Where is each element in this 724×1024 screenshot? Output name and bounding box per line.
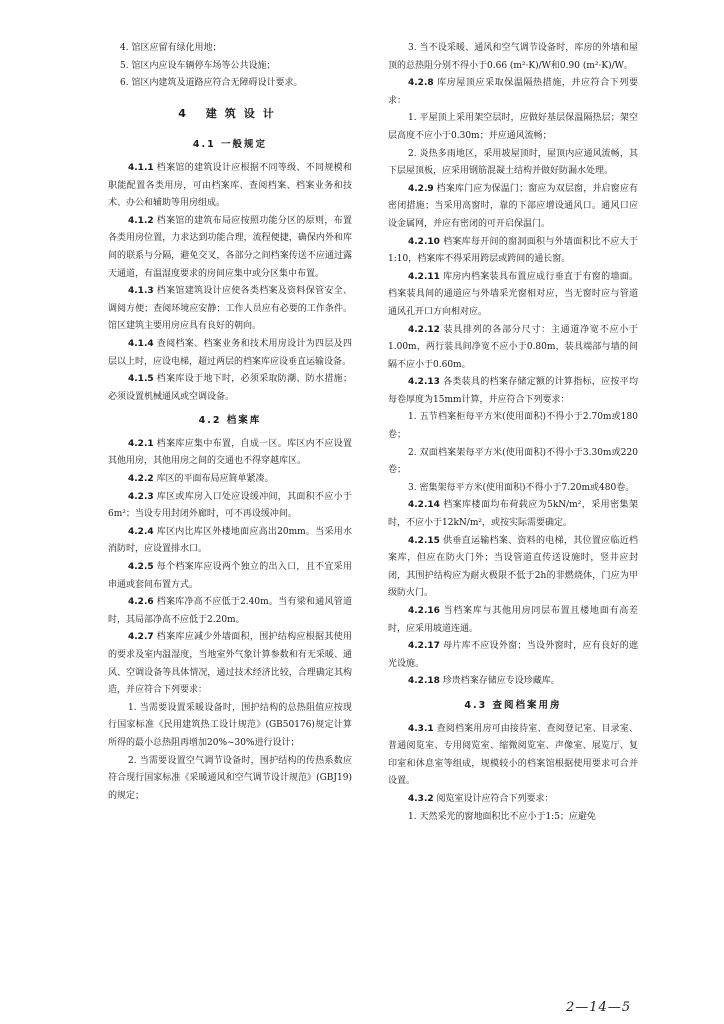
clause-4-3-2 [388,791,638,809]
clause-number: 4.2.4 [128,526,154,537]
list-item: 4. 馆区应留有绿化用地； [120,43,222,53]
list-item: 1. 天然采光的窗地面积比不应小于1:5；应避免 [408,811,596,822]
section-heading-4-2: 4.2 档案库 [198,415,262,427]
clause-text: 库区内比库区外楼地面应高出20mm。当采用水消防时，应设置排水口。 [108,526,352,555]
clause-text: 档案库应集中布置，自成一区。库区内不应设置其他用房，其他用房之间的交通也不得穿越库区。 [108,438,352,467]
clause-number: 4.2.10 [408,236,440,247]
clause-4-1-2 [108,213,352,283]
clause-4-2-4 [108,524,352,559]
clause-number: 4.2.17 [408,641,440,652]
clause-4-1-4 [108,336,352,371]
clause-4-2-18 [388,673,638,691]
clause-number: 4.1.4 [128,338,154,349]
clause-text: 母片库不应设外窗；当设外窗时，应有良好的遮光设施。 [388,641,638,669]
clause-text: 库房内档案装具布置应成行垂直于有窗的墙面。档案装具间的通道应与外墙采光窗相对应，当无窗时应与管道通风孔开口方向相对应。 [388,271,638,317]
clause-text: 库区或库房入口处应设缓冲间，其面积不应小于6m²；当设专用封闭外廊时，可不再设缓冲间。 [108,491,352,520]
clause-text: 档案库门应为保温门；窗应为双层窗，并启窗应有密闭措施；当采用高窗时，靠的下部应增设通风口。通风口应设金属网，并应有密闭的可开启保温门。 [388,183,638,229]
clause-text: 档案馆建筑设计应使各类档案及资料保管安全、调阅方便；查阅环境应安静；工作人员应有必要的工作条件。馆区建筑主要用房应具有良好的朝向。 [108,286,352,332]
clause-4-1-1 [108,160,352,213]
list-item: 1. 五节档案柜每平方米(使用面积)不得小于2.70m或180卷； [388,412,638,441]
clause-4-2-12 [388,322,638,375]
clause-4-2-5 [108,559,352,594]
clause-number: 4.2.7 [128,632,154,643]
section-heading-4-3: 4.3 查阅档案用房 [464,699,562,711]
list-item: 5. 馆区内应设车辆停车场等公共设施； [120,60,276,71]
clause-text: 当档案库与其他用房同层布置且楼地面有高差时，应采用坡道连通。 [388,606,638,634]
clause-text: 各类装具的档案存储定额的计算指标，应按平均每卷厚度为15mm计算，并应符合下列要求： [388,377,638,405]
clause-4-2-10 [388,234,638,269]
list-item: 6. 馆区内建筑及道路应符合无障碍设计要求。 [120,78,303,89]
clause-number: 4.2.9 [408,183,434,194]
list-item: 2. 双面档案架每平方米(使用面积)不得小于3.30m或220卷； [388,447,638,476]
clause-number: 4.1.1 [128,162,154,173]
list-item: 1. 平屋顶上采用架空层时，应做好基层保温隔热层；架空层高度不应小于0.30m；并应通风流畅； [388,113,638,141]
clause-number: 4.2.15 [408,535,440,546]
clause-text: 档案库楼面均布荷载应为5kN/m²，采用密集架时，不应小于12kN/m²，或按实际需要确定。 [388,500,638,529]
clause-number: 4.1.5 [128,374,154,385]
clause-text: 档案库设于地下时，必须采取防潮、防水措施；必须设置机械通风或空调设备。 [108,374,352,402]
clause-text: 档案馆的建筑设计应根据不同等级、不同规模和职能配置各类用房，可由档案库、查阅档案、档案业务和技术、办公和辅助等用房组成。 [108,162,352,209]
clause-text: 每个档案库应设两个独立的出入口，且不宜采用串通或套间布置方式。 [108,562,352,590]
clause-4-3-1 [388,721,638,791]
clause-number: 4.2.3 [128,491,154,502]
clause-number: 4.2.16 [408,606,440,616]
clause-number: 4.2.18 [408,676,440,687]
clause-4-2-17 [388,638,638,673]
section-heading-4-1: 4.1 一般规定 [192,139,268,151]
clause-number: 4.3.1 [408,723,434,734]
clause-number: 4.1.2 [128,215,154,226]
clause-number: 4.3.2 [408,793,434,804]
clause-4-2-15 [388,533,638,603]
top-items-list [108,40,352,93]
clause-number: 4.2.2 [128,474,154,485]
clause-text: 查阅档案、档案业务和技术用房设计为四层及四层以上时，应设电梯，超过两层的档案库应设垂直运输设备。 [108,338,352,367]
list-item: 3. 当不设采暖、通风和空气调节设备时，库房的外墙和屋顶的总热阻分别不得小于0.66 (m²·K)/W和0.90 (m²·K)/W。 [388,43,638,71]
clause-4-2-13 [388,374,638,409]
list-item: 1. 当需要设置采暖设备时，围护结构的总热阻值应按现行国家标准《民用建筑热工设计规范》(GB50176)规定计算所得的最小总热阻再增加20%~30%进行设计； [108,702,352,748]
clause-text: 查阅档案用房可由接待室、查阅登记室、目录室、普通阅览室、专用阅览室、缩微阅览室、声像室、展览厅、复印室和休息室等组成，规模较小的档案馆根据使用要求可合并设置。 [388,723,638,787]
clause-4-2-14 [388,497,638,532]
clause-4-2-6 [108,594,352,629]
list-item: 2. 炎热多雨地区，采用坡屋顶时，屋顶内应通风流畅，其下层屋顶板，应采用钢筋混凝土结构并做好防漏水处理。 [388,148,638,177]
clause-4-2-16 [388,603,638,638]
clause-4-1-5 [108,371,352,406]
clause-4-2-8 [388,75,638,110]
clause-text: 库区的平面布局应简单紧凑。 [156,474,274,485]
clause-4-1-3 [108,283,352,336]
clause-text: 供垂直运输档案、资料的电梯，其位置应临近档案库，但应在防火门外；当设管道直传送设施时，竖井应封闭，其围护结构应为耐火极限不低于2h的非燃烧体，门应为甲级防火门。 [388,535,638,599]
clause-4-2-1 [108,436,352,471]
clause-number: 4.2.14 [408,500,440,511]
clause-text: 档案馆的建筑布局应按照功能分区的原则，布置各类用房位置，力求达到功能合理，流程便捷，确保内外和库间的联系与分隔，避免交叉，各部分之间档案传送不应通过露天通道，有温湿度要求的房间应集中或分区集中布置。 [108,215,352,279]
clause-text: 珍贵档案存储应专设珍藏库。 [442,676,560,687]
list-item: 3. 密集架每平方米(使用面积)不得小于7.20m或480卷。 [408,482,635,493]
clause-number: 4.2.1 [128,438,154,449]
clause-number: 4.2.5 [128,562,154,573]
clause-number: 4.1.3 [128,286,154,297]
clause-text: 装具排列的各部分尺寸：主通道净宽不应小于1.00m，两行装具间净宽不应小于0.80m，装具端部与墙的间隔不应小于0.60m。 [388,324,638,370]
clause-text: 档案库每开间的窗洞面积与外墙面积比不应大于1:10，档案库不得采用跨层或跨间的通长窗。 [388,236,638,265]
clause-number: 4.2.11 [408,271,440,282]
clause-4-2-2 [108,471,352,489]
clause-text: 档案库应减少外墙面积，围护结构应根据其使用的要求及室内温湿度，当地室外气象计算参数和有无采暖、通风、空调设备等具体情况，通过技术经济比较，合理确定其构造，并应符合下列要求： [108,632,352,696]
chapter-heading: 4 建筑设计 [178,106,282,120]
clause-4-2-9 [388,181,638,234]
clause-number: 4.2.6 [128,597,154,608]
clause-4-2-11 [388,269,638,322]
clause-number: 4.2.12 [408,324,440,335]
clause-text: 档案库净高不应低于2.40m。当有梁和通风管道时，其局部净高不应低于2.20m。 [108,597,352,625]
clause-number: 4.2.13 [408,377,440,388]
list-item: 2. 当需要设置空气调节设备时，围护结构的传热系数应符合现行国家标准《采暖通风和空气调节设计规范》(GBJ19)的规定； [108,755,352,801]
clause-number: 4.2.8 [408,78,434,89]
clause-text: 库房屋顶应采取保温隔热措施，并应符合下列要求： [388,78,638,106]
clause-text: 阅览室设计应符合下列要求： [436,793,554,804]
clause-4-2-3 [108,489,352,524]
left-column [108,40,352,805]
right-column [388,40,638,826]
clause-4-2-7 [108,629,352,699]
page-number: 2—14—5 [566,1000,632,1015]
